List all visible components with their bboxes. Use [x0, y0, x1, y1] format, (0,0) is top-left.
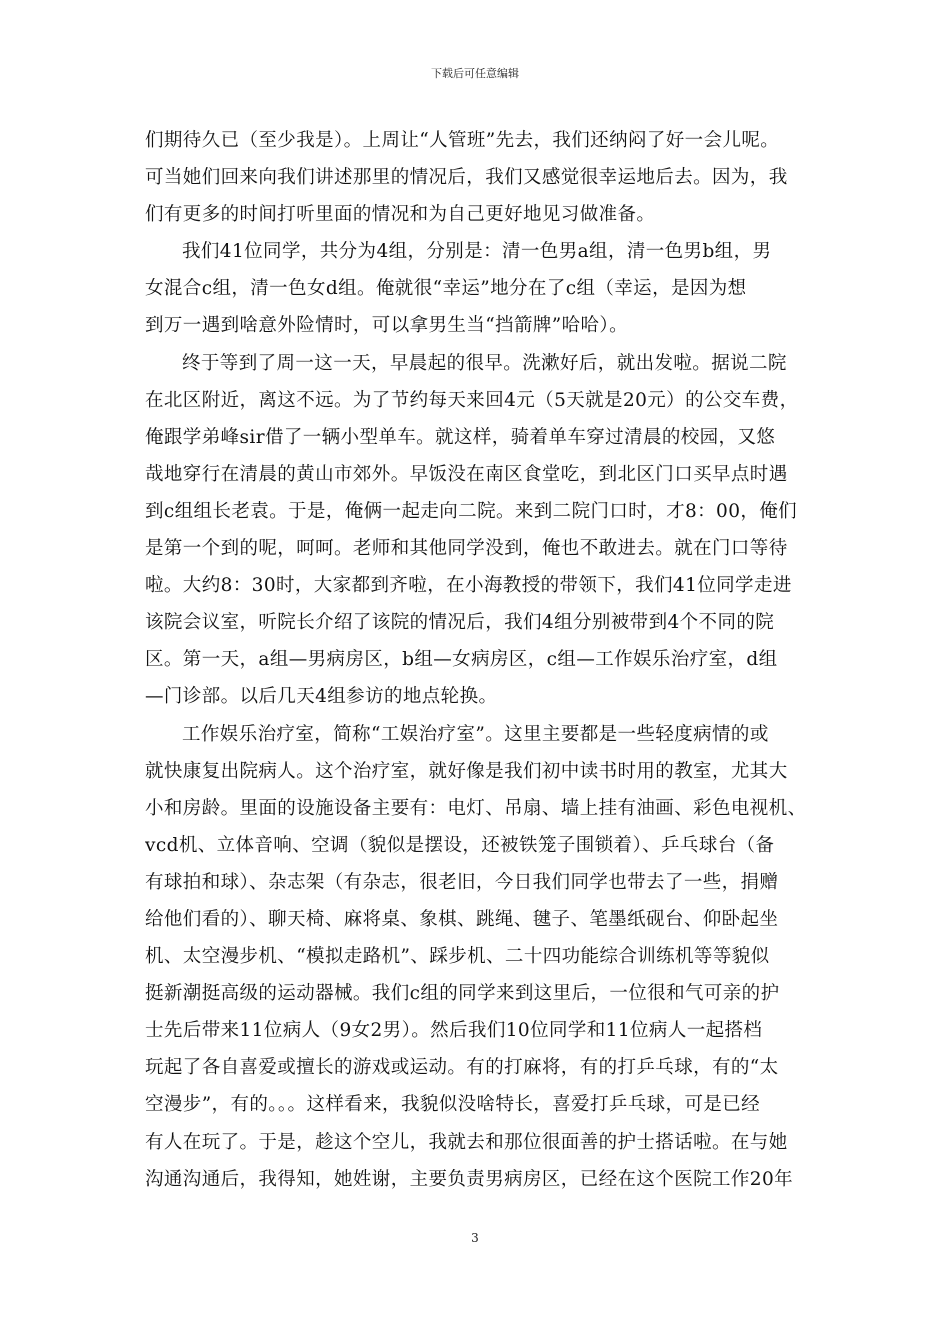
text-line: 区。第一天，a组—男病房区，b组—女病房区，c组—工作娱乐治疗室，d组	[145, 649, 778, 671]
text-line: 挺新潮挺高级的运动器械。我们c组的同学来到这里后，一位很和气可亲的护	[145, 983, 780, 1005]
text-line: 沟通沟通后，我得知，她姓谢，主要负责男病房区，已经在这个医院工作20年	[145, 1168, 794, 1190]
text-line: 就快康复出院病人。这个治疗室，就好像是我们初中读书时用的教室，尤其大	[145, 760, 788, 782]
text-line: 小和房龄。里面的设施设备主要有：电灯、吊扇、墙上挂有油画、彩色电视机、	[145, 797, 807, 819]
text-line: 我们41位同学，共分为4组，分别是：清一色男a组，清一色男b组，男	[182, 241, 772, 263]
text-line: 啦。大约8：30时，大家都到齐啦，在小海教授的带领下，我们41位同学走进	[145, 575, 792, 597]
text-line: 工作娱乐治疗室，简称“工娱治疗室”。这里主要都是一些轻度病情的或	[182, 723, 769, 745]
text-line: 有人在玩了。于是，趁这个空儿，我就去和那位很面善的护士搭话啦。在与她	[145, 1131, 788, 1153]
text-line: 机、太空漫步机、“模拟走路机”、踩步机、二十四功能综合训练机等等貌似	[145, 946, 770, 968]
text-line: 女混合c组，清一色女d组。俺就很“幸运”地分在了c组（幸运，是因为想	[145, 278, 747, 300]
text-line: 们有更多的时间打听里面的情况和为自己更好地见习做准备。	[145, 204, 656, 226]
text-line: 终于等到了周一这一天，早晨起的很早。洗漱好后，就出发啦。据说二院	[182, 352, 787, 374]
text-line: 可当她们回来向我们讲述那里的情况后，我们又感觉很幸运地后去。因为，我	[145, 167, 788, 189]
text-line: 们期待久已（至少我是）。上周让“人管班”先去，我们还纳闷了好一会儿呢。	[145, 130, 780, 151]
text-line: vcd机、立体音响、空调（貌似是摆设，还被铁笼子围锁着）、乒乓球台（备	[145, 834, 775, 856]
text-line: 在北区附近，离这不远。为了节约每天来回4元（5天就是20元）的公交车费，	[145, 389, 799, 411]
text-line: 是第一个到的呢，呵呵。老师和其他同学没到，俺也不敢进去。就在门口等待	[145, 538, 788, 560]
text-line: 到c组组长老袁。于是，俺俩一起走向二院。来到二院门口时，才8：00，俺们	[145, 500, 798, 522]
page-number: 3	[471, 1231, 479, 1245]
body-text	[145, 122, 811, 1198]
text-line: 玩起了各自喜爱或擅长的游戏或运动。有的打麻将，有的打乒乓球，有的“太	[145, 1057, 779, 1079]
text-line: 士先后带来11位病人（9女2男）。然后我们10位同学和11位病人一起搭档	[145, 1020, 763, 1042]
text-line: 该院会议室，听院长介绍了该院的情况后，我们4组分别被带到4个不同的院	[145, 612, 775, 634]
text-line: —门诊部。以后几天4组参访的地点轮换。	[145, 686, 498, 708]
text-line: 俺跟学弟峰sir借了一辆小型单车。就这样，骑着单车穿过清晨的校园，又悠	[145, 426, 776, 448]
text-line: 哉地穿行在清晨的黄山市郊外。早饭没在南区食堂吃，到北区门口买早点时遇	[145, 463, 788, 485]
text-line: 到万一遇到啥意外险情时，可以拿男生当“挡箭牌”哈哈）。	[145, 315, 628, 337]
text-line: 有球拍和球）、杂志架（有杂志，很老旧，今日我们同学也带去了一些，捐赠	[145, 871, 779, 893]
text-line: 给他们看的）、聊天椅、麻将桌、象棋、跳绳、毽子、笔墨纸砚台、仰卧起坐	[145, 908, 779, 930]
text-line: 空漫步”，有的。。。这样看来，我貌似没啥特长，喜爱打乒乓球，可是已经	[145, 1094, 761, 1116]
page-header: 下载后可任意编辑	[431, 67, 519, 80]
